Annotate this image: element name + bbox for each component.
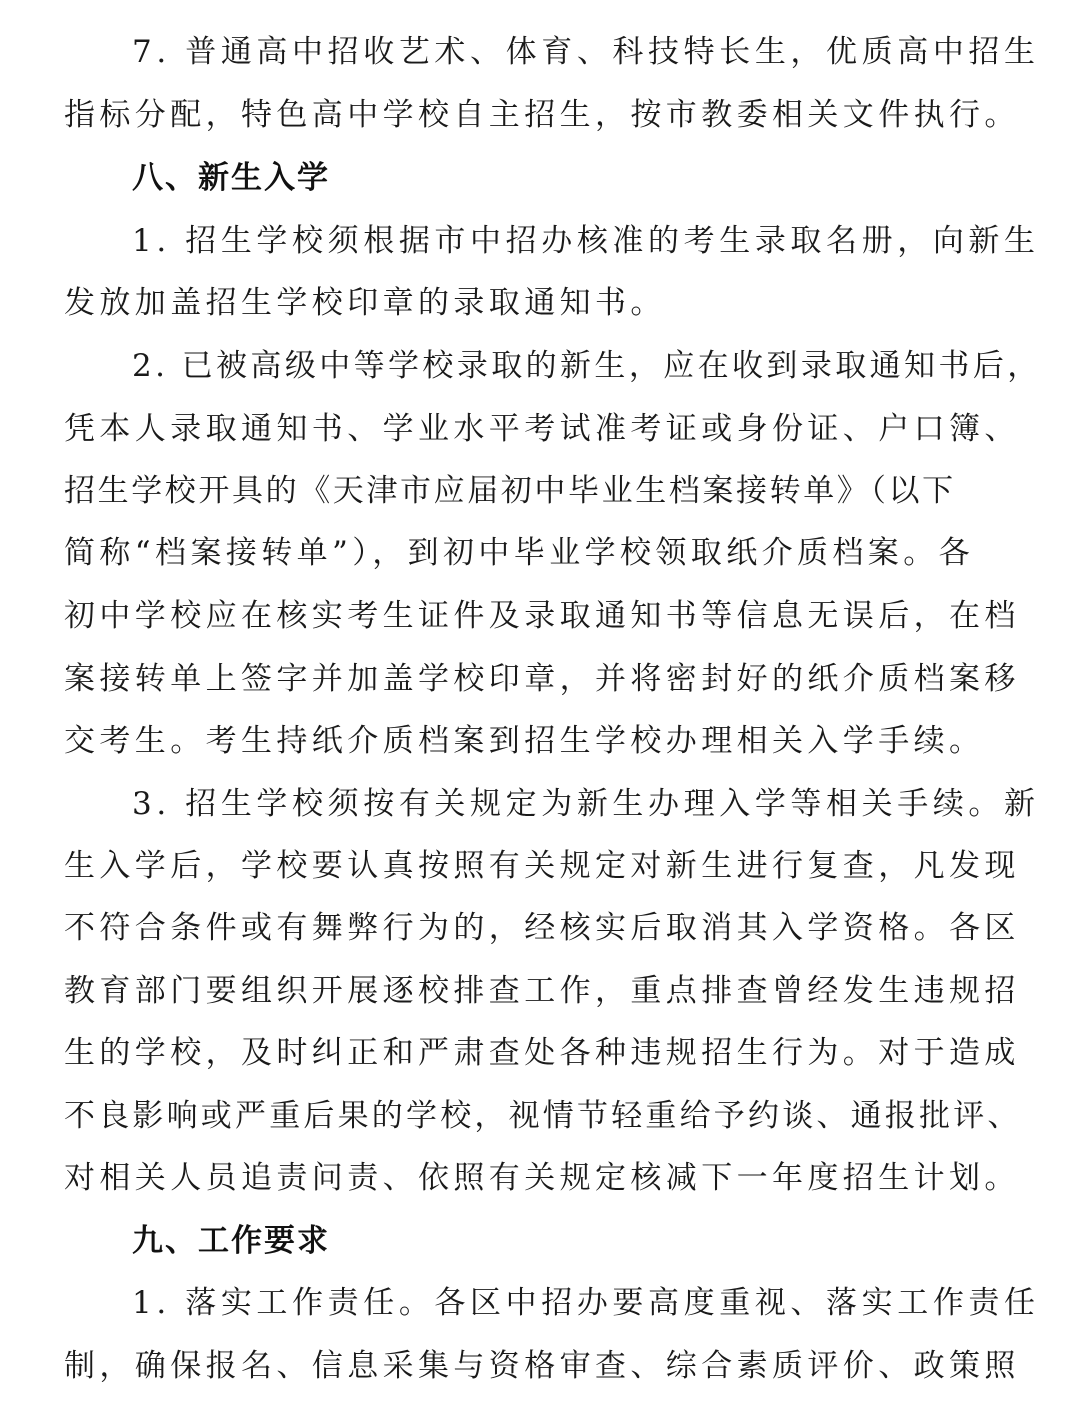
- paragraph-line: 简称“档案接转单”），到初中毕业学校领取纸介质档案。各: [64, 535, 974, 571]
- paragraph-line: 招生学校开具的《天津市应届初中毕业生档案接转单》（以下: [64, 473, 956, 509]
- paragraph-line: 1. 招生学校须根据市中招办核准的考生录取名册，向新生: [132, 223, 1040, 259]
- paragraph-line: 交考生。考生持纸介质档案到招生学校办理相关入学手续。: [64, 723, 985, 759]
- paragraph-line: 生入学后，学校要认真按照有关规定对新生进行复查，凡发现: [64, 848, 1020, 884]
- paragraph-line: 不符合条件或有舞弊行为的，经核实后取消其入学资格。各区: [64, 910, 1020, 946]
- paragraph-line: 制，确保报名、信息采集与资格审查、综合素质评价、政策照: [64, 1348, 1020, 1384]
- paragraph-line: 1. 落实工作责任。各区中招办要高度重视、落实工作责任: [132, 1285, 1040, 1321]
- paragraph-line: 对相关人员追责问责、依照有关规定核减下一年度招生计划。: [64, 1160, 1020, 1196]
- paragraph-line: 案接转单上签字并加盖学校印章，并将密封好的纸介质档案移: [64, 661, 1020, 697]
- paragraph-line: 凭本人录取通知书、学业水平考试准考证或身份证、户口簿、: [64, 411, 1020, 447]
- paragraph-line: 教育部门要组织开展逐校排查工作，重点排查曾经发生违规招: [64, 973, 1020, 1009]
- paragraph-line: 发放加盖招生学校印章的录取通知书。: [64, 285, 666, 321]
- paragraph-line: 不良影响或严重后果的学校，视情节轻重给予约谈、通报批评、: [64, 1098, 1022, 1134]
- paragraph-line: 初中学校应在核实考生证件及录取通知书等信息无误后，在档: [64, 598, 1020, 634]
- section-heading: 八、新生入学: [132, 160, 330, 196]
- paragraph-line: 3. 招生学校须按有关规定为新生办理入学等相关手续。新: [132, 786, 1040, 822]
- paragraph-line: 7. 普通高中招收艺术、体育、科技特长生，优质高中招生: [132, 34, 1040, 70]
- section-heading: 九、工作要求: [132, 1223, 330, 1259]
- paragraph-line: 生的学校，及时纠正和严肃查处各种违规招生行为。对于造成: [64, 1035, 1020, 1071]
- paragraph-line: 指标分配，特色高中学校自主招生，按市教委相关文件执行。: [64, 97, 1020, 133]
- paragraph-line: 2. 已被高级中等学校录取的新生，应在收到录取通知书后，: [132, 348, 1042, 384]
